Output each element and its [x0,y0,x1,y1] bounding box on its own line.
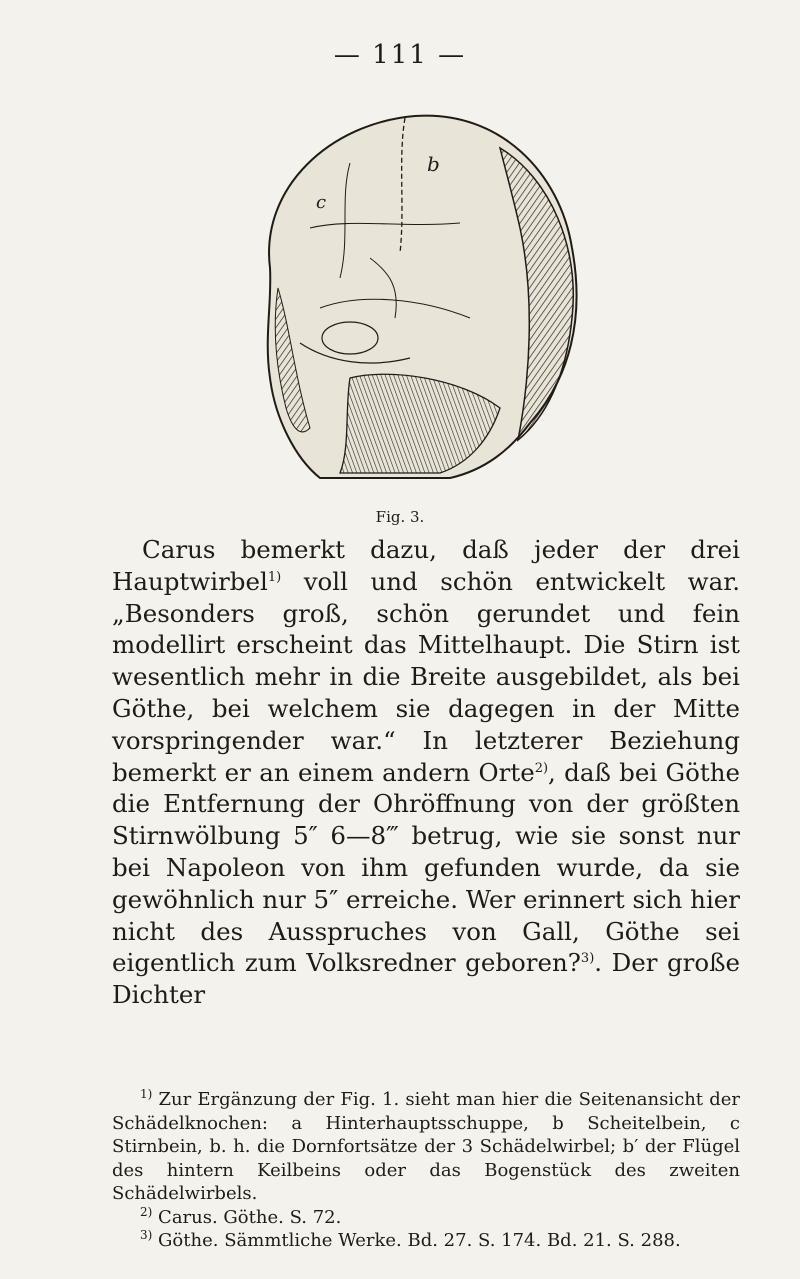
footnote [112,1088,740,1206]
footnote-text: Carus. Göthe. S. 72. [152,1206,342,1228]
figure-label-c: c [316,192,327,213]
figure-label-b: b [427,152,440,176]
footnote-mark: 2) [140,1204,153,1219]
page-number: — 111 — [333,40,467,70]
footnotes [112,1088,740,1253]
skull-engraving [200,78,605,508]
footnote-ref-2: 2) [534,760,549,776]
footnote-mark: 3) [140,1228,153,1242]
footnote-text: Zur Ergänzung der Fig. 1. sieht man hier die Seitenansicht der Schädelknochen: a Hinterhauptsschuppe, b Scheitelbein, c Stirnbein, b. h. die Dornfortsätze der 3 Schädelwirbel; b′ der Flügel des hintern Keilbeins oder das Bogenstück des zweiten Schädelwirbels. [112,1089,740,1204]
paragraph-text-2: voll und schön entwickelt war. „Besonders groß, schön gerundet und fein modellirt erscheint das Mittelhaupt. Die Stirn ist wesentlich mehr in die Breite ausgebildet, als bei Göthe, bei welchem sie dagegen in der Mitte vorspringender war.“ In letzterer Beziehung bemerkt er an einem andern Orte [112,566,740,787]
footnote [112,1206,740,1230]
paragraph-text-1: Carus bemerkt dazu, daß jeder der drei Hauptwirbel [112,535,740,596]
figure-caption: Fig. 3. [375,508,425,526]
footnote [112,1229,740,1253]
main-paragraph [112,534,740,1011]
paragraph-text-4: . Der große Dichter [112,948,740,1010]
footnote-mark: 1) [140,1087,153,1101]
footnote-text: Göthe. Sämmtliche Werke. Bd. 27. S. 174. Bd. 21. S. 288. [152,1230,681,1251]
paragraph-text-3: , daß bei Göthe die Entfernung der Ohröffnung von der größten Stirnwölbung 5″ 6—8‴ betrug, wie sie sonst nur bei Napoleon von ihm gefunden wurde, da sie gewöhnlich nur 5″ erreiche. Wer erinnert sich hier nicht des Ausspruches von Gall, Göthe sei eigentlich zum Volksredner geboren? [112,757,740,978]
skull-figure [200,78,605,508]
footnote-ref-3: 3) [580,951,595,967]
footnote-ref-1: 1) [267,569,282,585]
